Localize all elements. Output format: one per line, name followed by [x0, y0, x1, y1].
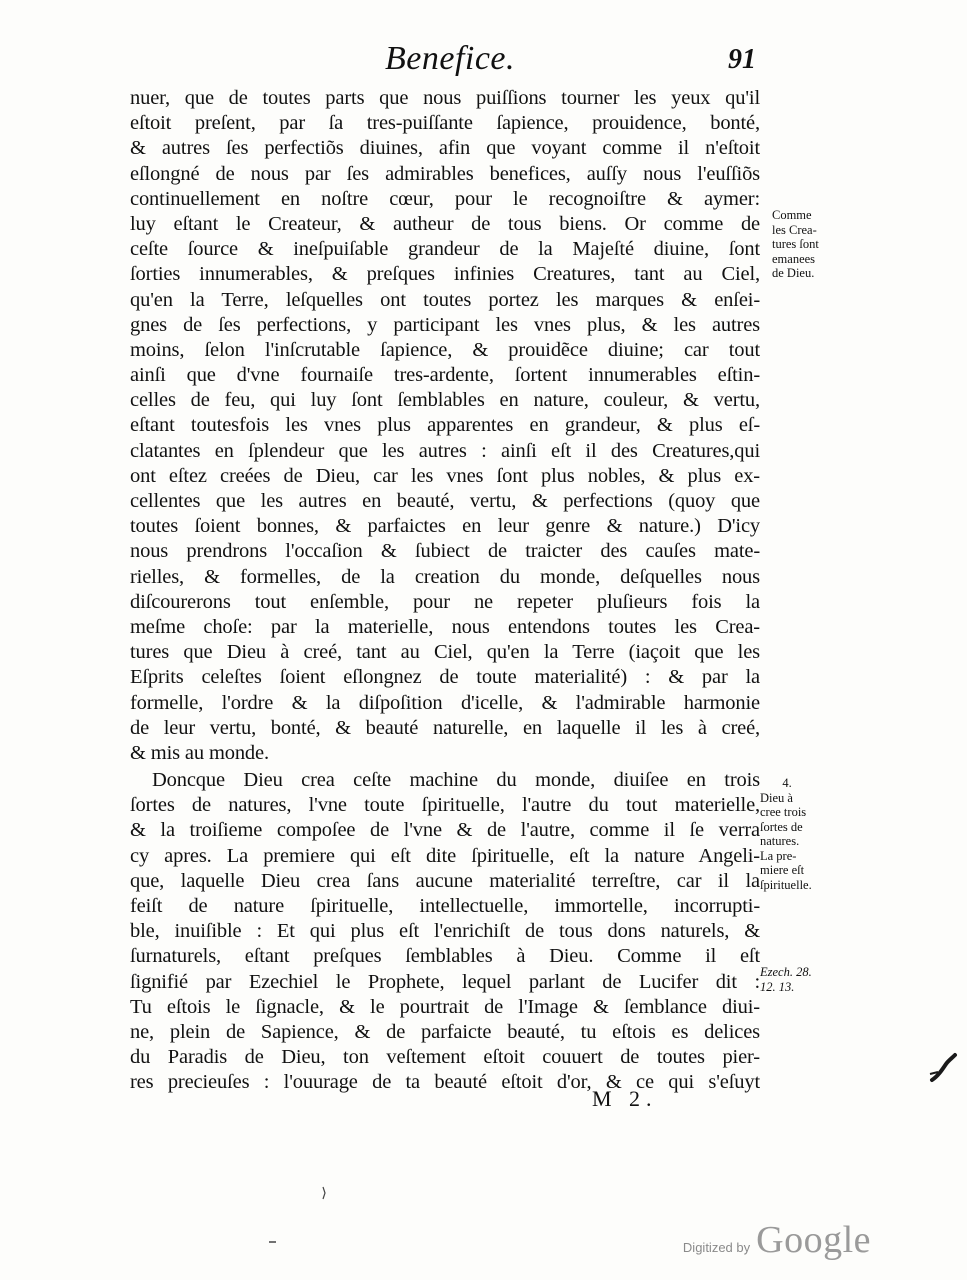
page-number: 91 — [728, 44, 756, 75]
margin-note-line: miere eſt — [760, 863, 805, 877]
text-line: continuellement en noſtre cœur, pour le recognoiſtre & aymer: — [130, 187, 760, 210]
text-line: ainſi que d'vne fournaiſe tres-ardente, ſortent innumerables eſtin- — [130, 364, 760, 387]
margin-note-line: 12. 13. — [760, 979, 795, 994]
text-line: Eſprits celeſtes ſoient eſlongnez de toute materialité) : & par la — [130, 666, 760, 689]
text-line: de leur vertu, bonté, & beauté naturelle, en laquelle il les à creé, — [130, 716, 760, 739]
text-line: cy apres. La premiere qui eſt dite ſpirituelle, eſt la nature Angeli- — [130, 844, 760, 867]
text-line: res precieuſes : l'ouurage de ta beauté eſtoit d'or, & ce qui s'eſuyt — [130, 1071, 760, 1094]
text-line: & autres ſes perfectiõs diuines, afin que voyant comme il n'eſtoit — [130, 137, 760, 160]
text-line: nuer, que de toutes parts que nous puiſſions tourner les yeux qu'il — [130, 87, 760, 109]
margin-note-line: Ezech. 28. — [760, 965, 812, 979]
margin-note-line: cree trois — [760, 805, 807, 819]
text-line: ſorties innumerables, & preſques infinies Creatures, tant au Ciel, — [130, 263, 760, 286]
margin-note-line: Comme — [772, 208, 812, 222]
text-line: clatantes en ſplendeur que les autres : ainſi eſt il des Creatures,qui — [130, 439, 760, 462]
margin-note-three-natures — [760, 776, 814, 892]
text-line: que, laquelle Dieu crea ſans aucune materialité terreſtre, car il la — [130, 869, 760, 892]
scan-artifact-dot — [268, 1238, 278, 1246]
margin-note-creatures — [772, 208, 819, 281]
text-line: luy eſtant le Createur, & autheur de tous biens. Or comme de — [130, 212, 760, 235]
text-line: ſortes de natures, l'vne toute ſpirituelle, l'autre du tout materielle, — [130, 794, 760, 817]
text-line: ſurnaturels, eſtant preſques ſemblables à Dieu. Comme il eſt — [130, 945, 760, 968]
text-line: diſcourerons tout enſemble, pour ne repeter pluſieurs fois la — [130, 590, 760, 613]
text-line: eſtoit preſent, par ſa tres-puiſſante ſapience, prouidence, bonté, — [130, 112, 760, 135]
text-line: Doncque Dieu crea ceſte machine du monde, diuiſee en trois — [152, 769, 760, 792]
google-logo: Google — [756, 1219, 871, 1261]
text-line: formelle, l'ordre & la diſpoſition d'icelle, & l'admirable harmonie — [130, 691, 760, 714]
margin-note-line: les Crea- — [772, 222, 817, 237]
text-line: tures que Dieu à creé, tant au Ciel, qu'en la Terre (iaçoit que les — [130, 641, 760, 664]
text-line: & mis au monde. — [130, 741, 269, 764]
text-line: eſtant toutesfois les vnes plus apparentes en grandeur, & plus eſ- — [130, 414, 760, 437]
margin-note-number: 4. — [782, 776, 792, 790]
text-line: celles de feu, qui luy ſont ſemblables en nature, couleur, & vertu, — [130, 389, 760, 412]
text-line: toutes ſoient bonnes, & parfaictes en leur genre & nature.) D'icy — [130, 515, 760, 538]
text-line: eſlongné de nous par ſes admirables benefices, auſſy nous l'euſſiõs — [130, 162, 760, 185]
margin-note-line: ſortes de — [760, 819, 803, 834]
text-line: ont eſtez creées de Dieu, car les vnes ſont plus nobles, & plus ex- — [130, 464, 760, 487]
text-line: meſme choſe: par la materielle, nous entendons toutes les Crea- — [130, 615, 760, 638]
text-line: & la troiſieme compoſee de l'vne & de l'autre, comme il ſe verra — [130, 819, 760, 842]
text-line: ceſte ſource & ineſpuiſable grandeur de la Majeſté diuine, ſont — [130, 238, 760, 261]
margin-note-line: emanees — [772, 251, 816, 266]
text-line: gnes de ſes perfections, y participant les vnes plus, & les autres — [130, 313, 760, 336]
margin-note-line: Dieu à — [760, 790, 793, 805]
body-text — [130, 86, 760, 1096]
text-line: Tu eſtois le ſignacle, & le pourtrait de l'Image & ſemblance diui- — [130, 995, 760, 1018]
text-line: cellentes que les autres en beauté, vertu, & perfections (quoy que — [130, 490, 760, 512]
scan-artifact-dot — [320, 1185, 328, 1205]
margin-note-line: ſpirituelle. — [760, 877, 812, 892]
signature-mark: M 2. — [592, 1086, 658, 1111]
margin-note-ezechiel-reference — [760, 965, 812, 994]
text-line: rielles, & formelles, de la creation du monde, deſquelles nous — [130, 565, 760, 588]
page-header — [130, 40, 760, 86]
text-line: moins, ſelon l'inſcrutable ſapience, & prouidẽce diuine; car tout — [130, 338, 760, 361]
text-line: feiſt de nature ſpirituelle, intellectuelle, immortelle, incorrupti- — [130, 895, 760, 917]
text-line: ſignifié par Ezechiel le Prophete, lequel parlant de Lucifer dit : — [130, 970, 760, 993]
text-line: qu'en la Terre, leſquelles ont toutes portez les marques & enſei- — [130, 288, 760, 311]
digitized-by-google-watermark — [683, 1218, 871, 1262]
margin-note-line: tures ſont — [772, 237, 819, 251]
margin-note-line: La pre- — [760, 848, 797, 863]
text-line: du Paradis de Dieu, ton veſtement eſtoit couuert de toutes pier- — [130, 1046, 760, 1069]
text-line: nous prendrons l'occaſion & ſubiect de traicter des cauſes mate- — [130, 540, 760, 563]
watermark-prefix: Digitized by — [682, 1240, 751, 1255]
margin-note-line: natures. — [760, 834, 800, 848]
text-line: ne, plein de Sapience, & de parfaicte beauté, tu eſtois es delices — [130, 1020, 760, 1043]
scan-artifact-mark — [928, 1052, 958, 1084]
running-title: Benefice. — [385, 40, 516, 77]
text-line: ble, inuiſible : Et qui plus eſt l'enrichiſt de tous dons naturels, & — [130, 920, 760, 943]
margin-note-line: de Dieu. — [772, 266, 815, 280]
